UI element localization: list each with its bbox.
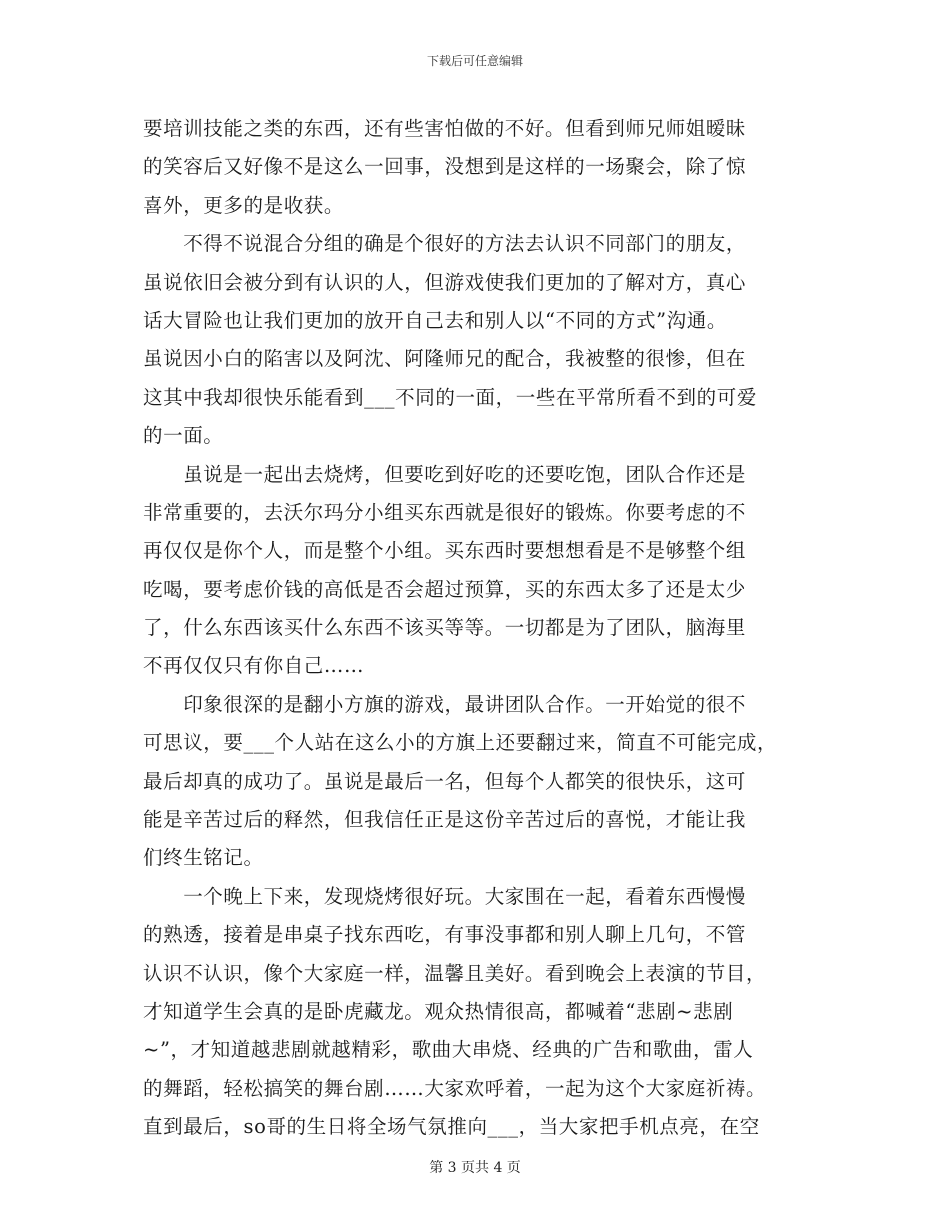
text-line: 这其中我却很快乐能看到___不同的一面，一些在平常所看不到的可爱	[143, 385, 757, 409]
text-line: 了，什么东西该买什么东西不该买等等。一切都是为了团队，脑海里	[143, 616, 747, 640]
page-header: 下载后可任意编辑	[426, 54, 523, 68]
text-line: ~”，才知道越悲剧就越精彩，歌曲大串烧、经典的广告和歌曲，雷人	[143, 1038, 754, 1062]
text-line: 喜外，更多的是收获。	[143, 193, 345, 217]
text-line: 们终生铭记。	[143, 846, 264, 870]
text-line: 可思议，要___个人站在这么小的方旗上还要翻过来，简直不可能完成，	[143, 731, 778, 755]
text-line: 虽说因小白的陷害以及阿沈、阿隆师兄的配合，我被整的很惨，但在	[143, 347, 747, 371]
text-line: 一个晚上下来，发现烧烤很好玩。大家围在一起，看着东西慢慢	[143, 884, 747, 908]
text-line: 直到最后，so哥的生日将全场气氛推向___，当大家把手机点亮，在空	[143, 1115, 760, 1139]
text-line: 吃喝，要考虑价钱的高低是否会超过预算，买的东西太多了还是太少	[143, 577, 747, 601]
text-line: 再仅仅是你个人，而是整个小组。买东西时要想想看是不是够整个组	[143, 539, 747, 563]
text-line: 才知道学生会真的是卧虎藏龙。观众热情很高，都喊着“悲剧~悲剧	[143, 999, 734, 1023]
text-line: 能是辛苦过后的释然，但我信任正是这份辛苦过后的喜悦，才能让我	[143, 808, 747, 832]
text-line: 虽说是一起出去烧烤，但要吃到好吃的还要吃饱，团队合作还是	[143, 462, 747, 486]
page-footer: 第 3 页共 4 页	[429, 1160, 521, 1176]
text-line: 的一面。	[143, 424, 224, 448]
text-line: 认识不认识，像个大家庭一样，温馨且美好。看到晚会上表演的节目，	[143, 961, 767, 985]
text-line: 不得不说混合分组的确是个很好的方法去认识不同部门的朋友，	[143, 232, 747, 256]
text-line: 印象很深的是翻小方旗的游戏，最讲团队合作。一开始觉的很不	[143, 692, 747, 716]
text-line: 的笑容后又好像不是这么一回事，没想到是这样的一场聚会，除了惊	[143, 155, 747, 179]
text-line: 的舞蹈，轻松搞笑的舞台剧……大家欢呼着，一起为这个大家庭祈祷。	[143, 1076, 767, 1100]
text-line: 最后却真的成功了。虽说是最后一名，但每个人都笑的很快乐，这可	[143, 769, 747, 793]
document-body	[143, 110, 815, 1147]
text-line: 虽说依旧会被分到有认识的人，但游戏使我们更加的了解对方，真心	[143, 270, 747, 294]
text-line: 非常重要的，去沃尔玛分小组买东西就是很好的锻炼。你要考虑的不	[143, 500, 747, 524]
text-line: 要培训技能之类的东西，还有些害怕做的不好。但看到师兄师姐暧昧	[143, 117, 747, 140]
text-line: 话大冒险也让我们更加的放开自己去和别人以“不同的方式”沟通。	[143, 308, 727, 332]
text-line: 不再仅仅只有你自己……	[143, 654, 365, 678]
text-line: 的熟透，接着是串桌子找东西吃，有事没事都和别人聊上几句，不管	[143, 923, 747, 947]
